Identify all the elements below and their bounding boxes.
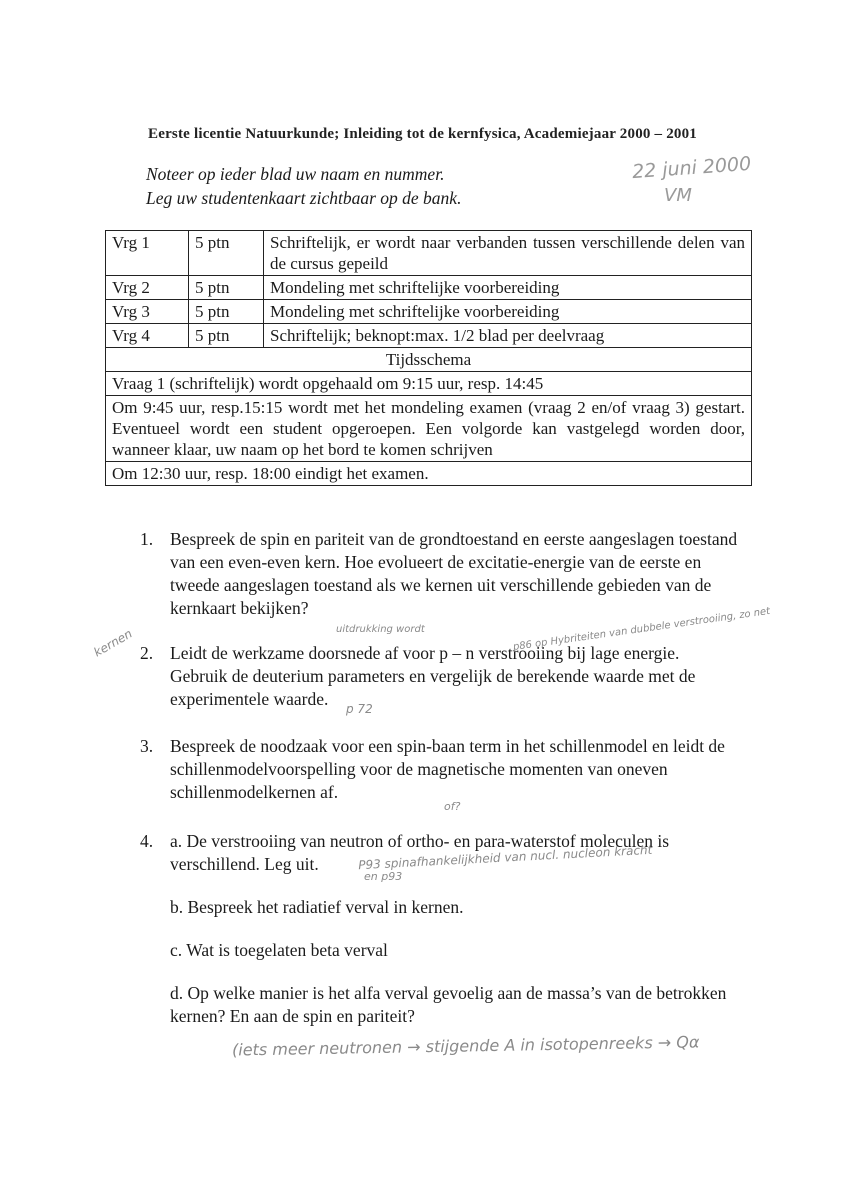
question-number: 2. <box>140 643 154 663</box>
handwritten-note: en p93 <box>364 870 403 883</box>
question-text: Bespreek de noodzaak voor een spin-baan term in het schillenmodel en leidt de schillenmodelvoorspelling voor de magnetische momenten van oneven schillenmodelkernen af. <box>170 736 725 802</box>
instruction-line: Noteer op ieder blad uw naam en nummer. <box>146 164 445 184</box>
punten-cell: 5 ptn <box>189 231 264 276</box>
question-2 <box>140 642 740 711</box>
handwritten-mark: VM <box>664 185 692 206</box>
punten-cell: 5 ptn <box>189 300 264 324</box>
question-4b: b. Bespreek het radiatief verval in kernen. <box>170 897 464 917</box>
question-4a: a. De verstrooiing van neutron of ortho- en para-waterstof moleculen is verschillend. Leg uit. <box>170 831 670 874</box>
table-row <box>106 462 752 486</box>
question-text: Bespreek de spin en pariteit van de grondtoestand en eerste aangeslagen toestand van een even-even kern. Hoe evolueert de excitatie-energie van de eerste en tweede aangeslagen toestand als we kernen uit verschillende gebieden van de kernkaart bekijken? <box>170 529 738 618</box>
exam-header-title: Eerste licentie Natuurkunde; Inleiding tot de kernfysica, Academiejaar 2000 – 2001 <box>148 126 698 142</box>
handwritten-note: uitdrukking wordt <box>336 624 425 635</box>
handwritten-note: p 72 <box>346 702 373 716</box>
handwritten-bottom-note: (iets meer neutronen → stijgende A in isotopenreeks → Qα <box>231 1032 700 1060</box>
question-number: 1. <box>140 529 154 549</box>
schedule-line: Om 12:30 uur, resp. 18:00 eindigt het examen. <box>106 462 752 486</box>
table-row <box>106 324 752 348</box>
table-row <box>106 396 752 462</box>
schedule-line: Vraag 1 (schriftelijk) wordt opgehaald om 9:15 uur, resp. 14:45 <box>106 372 752 396</box>
beschrijving-cell: Mondeling met schriftelijke voorbereiding <box>264 276 752 300</box>
exam-header <box>148 124 758 142</box>
questions-list <box>140 528 771 1048</box>
handwritten-date: 22 juni 2000 <box>631 152 752 184</box>
vraag-cell: Vrg 3 <box>106 300 189 324</box>
vraag-cell: Vrg 2 <box>106 276 189 300</box>
handwritten-note: P93 spinafhankelijkheid van nucl. nucleon kracht <box>357 842 653 873</box>
vraag-cell: Vrg 4 <box>106 324 189 348</box>
question-4c: c. Wat is toegelaten beta verval <box>170 940 388 960</box>
table-row <box>106 372 752 396</box>
beschrijving-cell: Mondeling met schriftelijke voorbereiding <box>264 300 752 324</box>
table-row <box>106 348 752 372</box>
schedule-line: Om 9:45 uur, resp.15:15 wordt met het mondeling examen (vraag 2 en/of vraag 3) gestart. Eventueel wordt een student opgeroepen. Een volgorde kan vastgelegd worden door, wanneer klaar, uw naam op het bord te komen schrijven <box>106 396 752 462</box>
question-text: Leidt de werkzame doorsnede af voor p – n verstrooiing bij lage energie. Gebruik de deuterium parameters en vergelijk de berekende waarde met de experimentele waarde. <box>170 643 696 709</box>
question-number: 3. <box>140 736 154 756</box>
handwritten-note: of? <box>444 800 461 813</box>
instructions <box>146 162 461 210</box>
table-row <box>106 231 752 276</box>
table-row <box>106 300 752 324</box>
question-number: 4. <box>140 831 154 851</box>
vraag-cell: Vrg 1 <box>106 231 189 276</box>
question-4d: d. Op welke manier is het alfa verval gevoelig aan de massa’s van de betrokken kernen? En aan de spin en pariteit? <box>170 983 727 1026</box>
handwritten-note: p86 op Hybriteiten van dubbele verstrooiing, zo net <box>512 605 771 653</box>
table-row <box>106 276 752 300</box>
question-3 <box>140 735 740 804</box>
question-1 <box>140 528 740 620</box>
exam-overview-table <box>105 230 752 486</box>
punten-cell: 5 ptn <box>189 324 264 348</box>
schedule-title: Tijdsschema <box>106 348 752 372</box>
instruction-line: Leg uw studentenkaart zichtbaar op de bank. <box>146 188 462 208</box>
punten-cell: 5 ptn <box>189 276 264 300</box>
handwritten-margin-note: kernen <box>91 626 135 660</box>
beschrijving-cell: Schriftelijk, er wordt naar verbanden tussen verschillende delen van de cursus gepeild <box>264 231 752 276</box>
beschrijving-cell: Schriftelijk; beknopt:max. 1/2 blad per deelvraag <box>264 324 752 348</box>
